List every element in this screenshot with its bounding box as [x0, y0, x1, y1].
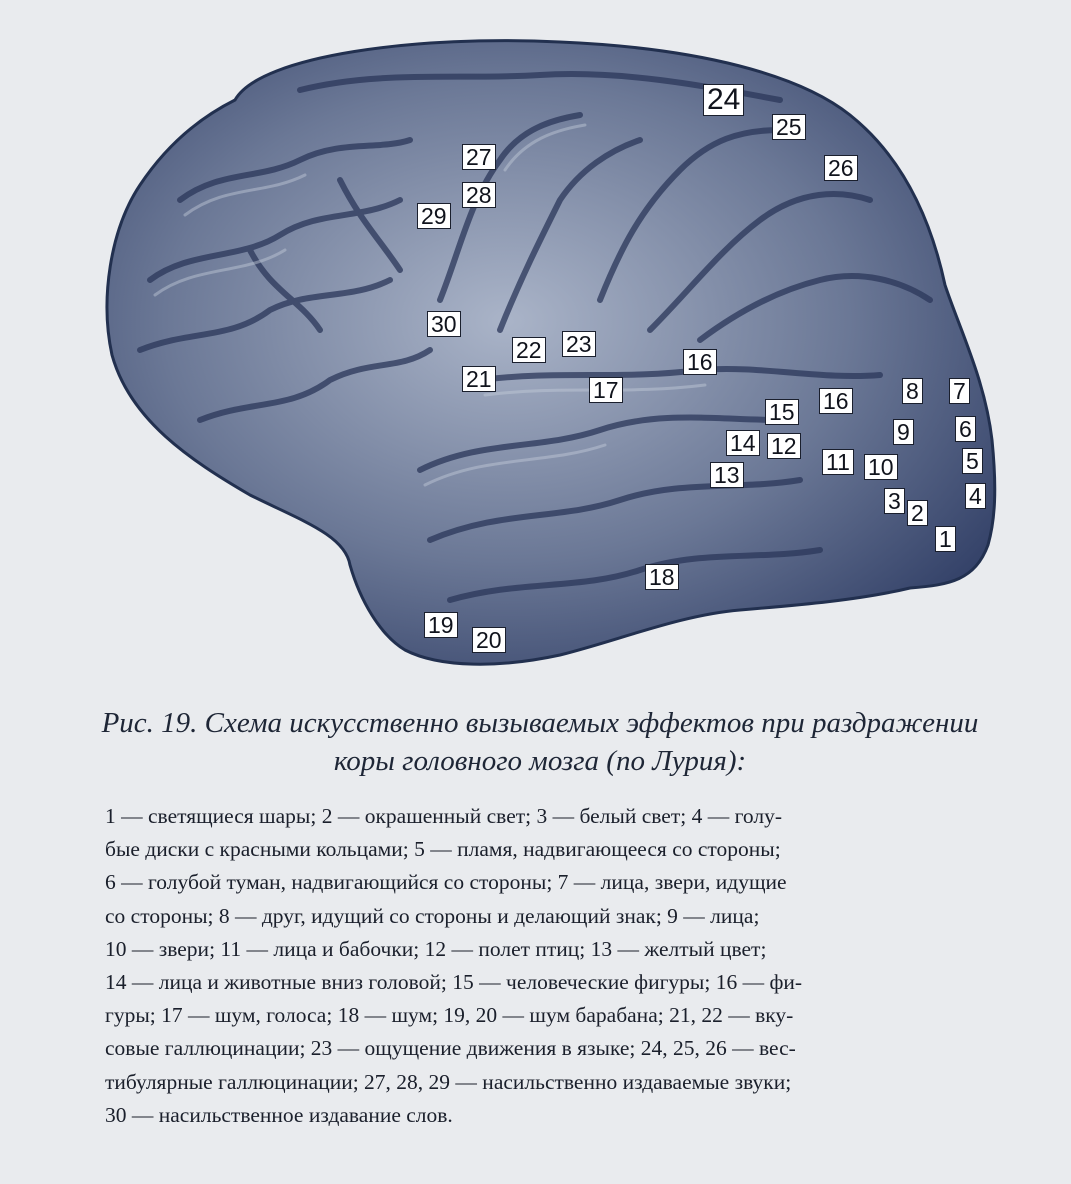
legend-line: бые диски с красными кольцами; 5 — пламя, надвигающееся со стороны; [105, 837, 781, 862]
legend-line: 30 — насильственное издавание слов. [105, 1102, 453, 1127]
legend-line: тибулярные галлюцинации; 27, 28, 29 — насильственно издаваемые звуки; [105, 1069, 792, 1094]
figure-label: 20 [472, 627, 506, 653]
caption-line-1: Рис. 19. Схема искусственно вызываемых эффектов при раздражении [101, 707, 979, 739]
figure-caption [30, 704, 1050, 780]
figure-legend [105, 800, 975, 1132]
figure-label: 8 [902, 378, 923, 404]
figure-label: 24 [703, 84, 744, 116]
legend-line: 14 — лица и животные вниз головой; 15 — человеческие фигуры; 16 — фи- [105, 970, 803, 995]
figure-label: 30 [427, 311, 461, 337]
legend-line: 1 — светящиеся шары; 2 — окрашенный свет; 3 — белый свет; 4 — голу- [105, 804, 782, 828]
figure-label: 2 [907, 500, 928, 526]
figure-label: 11 [822, 449, 854, 475]
figure-label: 18 [645, 564, 679, 590]
figure-label: 17 [589, 377, 623, 403]
figure-label: 9 [893, 419, 914, 445]
figure-label: 21 [462, 366, 496, 392]
legend-line: 6 — голубой туман, надвигающийся со стороны; 7 — лица, звери, идущие [105, 870, 787, 895]
figure-label: 1 [935, 526, 956, 552]
legend-line: со стороны; 8 — друг, идущий со стороны и делающий знак; 9 — лица; [105, 903, 760, 928]
figure-label: 10 [864, 454, 898, 480]
figure-label: 23 [562, 331, 596, 357]
figure-label: 14 [726, 430, 760, 456]
figure-label: 26 [824, 155, 858, 181]
figure-label: 4 [965, 483, 986, 509]
figure-label: 22 [512, 337, 546, 363]
figure-label: 7 [949, 378, 970, 404]
figure-label: 13 [710, 462, 744, 488]
figure-label: 16 [683, 349, 717, 375]
figure-label: 19 [424, 612, 458, 638]
legend-line: совые галлюцинации; 23 — ощущение движения в языке; 24, 25, 26 — вес- [105, 1036, 796, 1061]
figure-label: 15 [765, 399, 799, 425]
figure-label: 16 [819, 388, 853, 414]
caption-line-2: коры головного мозга (по Лурия): [333, 745, 747, 777]
figure-label: 25 [772, 114, 806, 140]
legend-line: гуры; 17 — шум, голоса; 18 — шум; 19, 20 — шум барабана; 21, 22 — вку- [105, 1003, 794, 1028]
figure-label: 3 [884, 488, 905, 514]
figure-label: 27 [462, 144, 496, 170]
figure-label: 29 [417, 203, 451, 229]
figure-label: 6 [955, 416, 976, 442]
figure-label: 12 [767, 433, 801, 459]
legend-line: 10 — звери; 11 — лица и бабочки; 12 — полет птиц; 13 — желтый цвет; [105, 936, 767, 961]
figure-label: 28 [462, 182, 496, 208]
figure-label: 5 [962, 448, 983, 474]
